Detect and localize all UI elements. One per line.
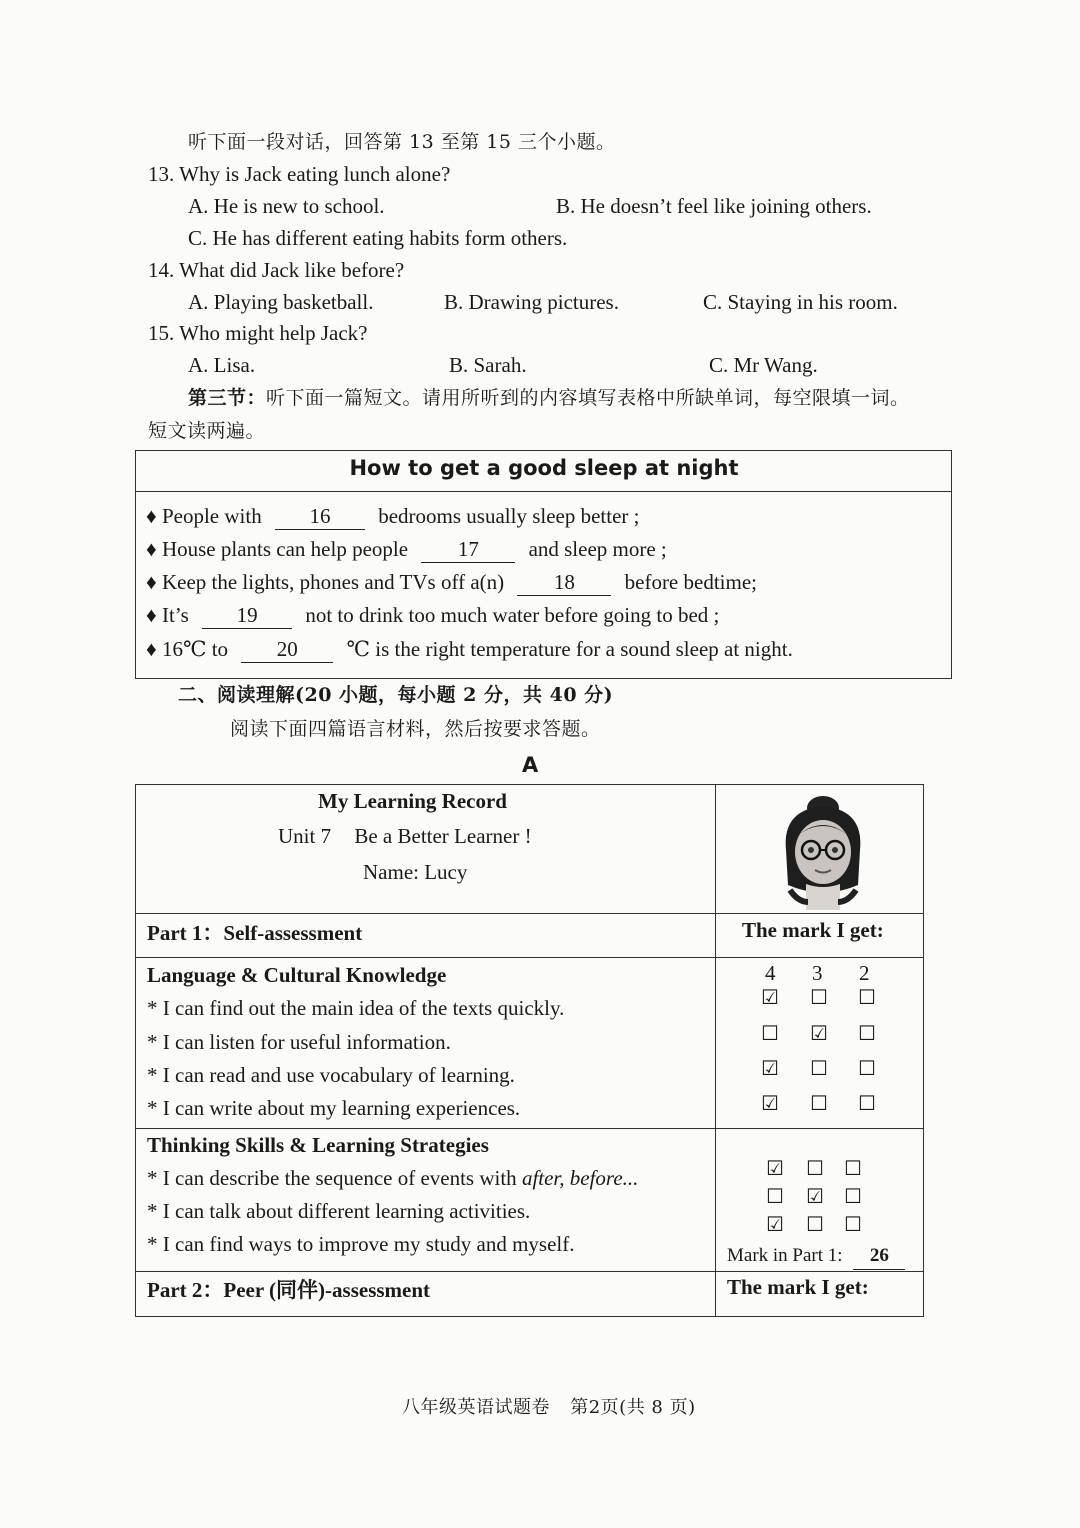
sleep-row-3 [146, 569, 757, 596]
reading-heading: 二、阅读理解(20 小题，每小题 2 分，共 40 分) [178, 684, 614, 706]
self-item-1: * I can find out the main idea of the texts quickly. [147, 996, 565, 1020]
score-2-label: 2 [859, 961, 870, 985]
empty-box-icon[interactable]: ☐ [806, 1212, 824, 1236]
part2-label: Part 2：Peer (同伴)-assessment [147, 1278, 431, 1302]
checked-box-icon[interactable]: ☑ [810, 1021, 828, 1045]
sleep-row-post: bedrooms usually sleep better ; [378, 504, 640, 528]
checked-box-icon[interactable]: ☑ [806, 1184, 824, 1208]
reading-instruction: 阅读下面四篇语言材料，然后按要求答题。 [230, 718, 601, 740]
empty-box-icon[interactable]: ☐ [858, 1021, 876, 1045]
answer-blank-17[interactable]: 17 [421, 536, 515, 563]
thinking-item-1-emphasis: after, before... [521, 1166, 639, 1190]
mark-part1-value: 26 [853, 1243, 905, 1270]
empty-box-icon[interactable]: ☐ [844, 1156, 862, 1180]
bullet-icon: ♦ [146, 637, 157, 661]
empty-box-icon[interactable]: ☐ [858, 985, 876, 1009]
section3-text: 听下面一篇短文。请用所听到的内容填写表格中所缺单词，每空限填一词。 [266, 387, 910, 409]
score-3-label: 3 [812, 961, 823, 985]
answer-blank-19[interactable]: 19 [202, 602, 292, 629]
option-14a: A. Playing basketball. [188, 290, 374, 314]
sleep-row-4 [146, 602, 719, 629]
checked-box-icon[interactable]: ☑ [766, 1212, 784, 1236]
sleep-row-post: ℃ is the right temperature for a sound sleep at night. [346, 637, 793, 661]
table-row-divider [135, 1271, 924, 1272]
empty-box-icon[interactable]: ☐ [858, 1056, 876, 1080]
empty-box-icon[interactable]: ☐ [844, 1184, 862, 1208]
sleep-table-divider [135, 491, 952, 492]
option-13b: B. He doesn’t feel like joining others. [556, 194, 872, 218]
self-item-2: * I can listen for useful information. [147, 1030, 451, 1054]
bullet-icon: ♦ [146, 603, 157, 627]
section-thinking-skills: Thinking Skills & Learning Strategies [147, 1133, 489, 1157]
score-4-label: 4 [765, 961, 776, 985]
answer-blank-16[interactable]: 16 [275, 503, 365, 530]
sleep-row-pre: People with [161, 504, 262, 528]
checked-box-icon[interactable]: ☑ [761, 1056, 779, 1080]
unit-number: Unit 7 [278, 824, 332, 848]
table-column-divider [715, 784, 716, 1317]
option-14b: B. Drawing pictures. [444, 290, 619, 314]
option-13c: C. He has different eating habits form others. [188, 226, 568, 250]
option-13a: A. He is new to school. [188, 194, 385, 218]
empty-box-icon[interactable]: ☐ [810, 1091, 828, 1115]
sleep-row-pre: Keep the lights, phones and TVs off a(n) [161, 570, 505, 594]
question-15: 15. Who might help Jack? [148, 321, 368, 345]
girl-avatar [768, 790, 878, 910]
option-15c: C. Mr Wang. [709, 353, 818, 377]
sleep-row-pre: 16℃ to [161, 637, 229, 661]
checked-box-icon[interactable]: ☑ [761, 985, 779, 1009]
empty-box-icon[interactable]: ☐ [806, 1156, 824, 1180]
section3-instruction [188, 385, 910, 411]
bullet-icon: ♦ [146, 504, 157, 528]
empty-box-icon[interactable]: ☐ [766, 1184, 784, 1208]
section3-text-2: 短文读两遍。 [148, 420, 266, 442]
sleep-row-pre: House plants can help people [161, 537, 409, 561]
sleep-table-title: How to get a good sleep at night [349, 456, 739, 480]
thinking-item-3: * I can find ways to improve my study and myself. [147, 1232, 575, 1256]
page-footer [402, 1395, 696, 1421]
section3-label: 第三节： [188, 387, 267, 409]
option-15a: A. Lisa. [188, 353, 256, 377]
question-14: 14. What did Jack like before? [148, 258, 405, 282]
record-unit [278, 823, 532, 849]
passage-label: A [522, 753, 539, 777]
answer-blank-18[interactable]: 18 [517, 569, 611, 596]
sleep-row-5 [146, 636, 793, 663]
checked-box-icon[interactable]: ☑ [766, 1156, 784, 1180]
answer-blank-20[interactable]: 20 [241, 636, 333, 663]
part1-label: Part 1：Self-assessment [147, 921, 363, 945]
table-row-divider [135, 957, 924, 958]
option-14c: C. Staying in his room. [703, 290, 898, 314]
footer-page: 第2页(共 8 页) [570, 1397, 696, 1418]
unit-title: Be a Better Learner ! [354, 824, 532, 848]
mark-part1 [727, 1243, 913, 1270]
option-15b: B. Sarah. [449, 353, 527, 377]
empty-box-icon[interactable]: ☐ [844, 1212, 862, 1236]
thinking-item-1-text: * I can describe the sequence of events with [147, 1166, 522, 1190]
footer-subject: 八年级英语试题卷 [402, 1397, 550, 1418]
mark-part1-label: Mark in Part 1: [727, 1245, 843, 1266]
bullet-icon: ♦ [146, 570, 157, 594]
record-title: My Learning Record [318, 789, 507, 813]
sleep-row-post: and sleep more ; [528, 537, 667, 561]
sleep-row-post: before bedtime; [624, 570, 757, 594]
sleep-row-post: not to drink too much water before going to bed ; [305, 603, 720, 627]
self-item-4: * I can write about my learning experiences. [147, 1096, 521, 1120]
thinking-item-1 [147, 1165, 638, 1191]
record-student-name: Name: Lucy [363, 860, 468, 884]
section-language-knowledge: Language & Cultural Knowledge [147, 963, 447, 987]
sleep-row-1 [146, 503, 640, 530]
listening-intro: 听下面一段对话，回答第 13 至第 15 三个小题。 [188, 131, 616, 153]
empty-box-icon[interactable]: ☐ [761, 1021, 779, 1045]
empty-box-icon[interactable]: ☐ [810, 1056, 828, 1080]
thinking-item-2: * I can talk about different learning activities. [147, 1199, 531, 1223]
question-13: 13. Why is Jack eating lunch alone? [148, 162, 451, 186]
bullet-icon: ♦ [146, 537, 157, 561]
empty-box-icon[interactable]: ☐ [810, 985, 828, 1009]
table-row-divider [135, 913, 924, 914]
sleep-row-2 [146, 536, 667, 563]
self-item-3: * I can read and use vocabulary of learning. [147, 1063, 515, 1087]
checked-box-icon[interactable]: ☑ [761, 1091, 779, 1115]
table-row-divider [135, 1128, 924, 1129]
sleep-row-pre: It’s [161, 603, 189, 627]
mark-header-2: The mark I get: [727, 1275, 869, 1299]
empty-box-icon[interactable]: ☐ [858, 1091, 876, 1115]
mark-header: The mark I get: [742, 918, 884, 942]
